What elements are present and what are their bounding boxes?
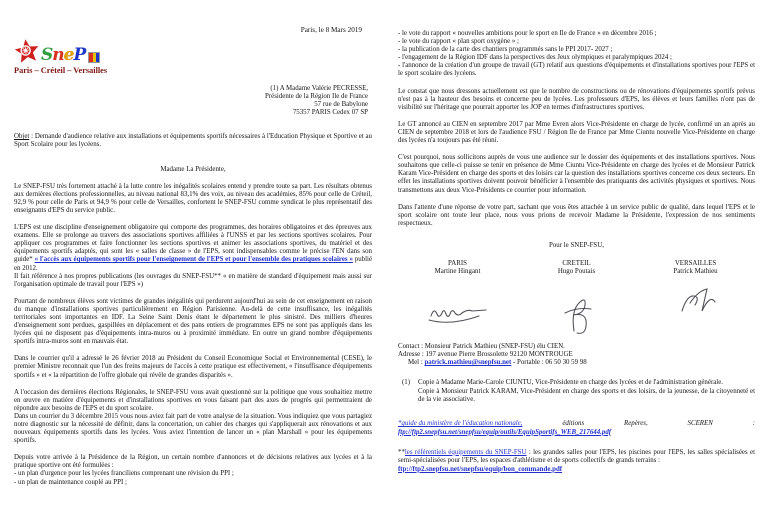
list-item: - la publication de la carte des chantiers programmés sans le PPI 2017- 2027 ; (398, 46, 613, 54)
paragraph: Pourtant de nombreux élèves sont victimes de grandes inégalités qui perdurent aujourd'hui au sein de cet enseignement en raison du manque d'installations sportives particulièrement en Région Parisienne. Au-delà de cette insuffisance, les inégalités territoriales sont importantes en IDF. La Seine Saint Denis étant le département le plus sinistré. Des milliers d'heures d'enseignement sont perdues, gaspillées en déplacement et des pans entiers de programmes EPS ne sont pas appliqués dans les lycées qui ne disposent pas d'équipements intra-muros ou à proximité immédiate. En outre un grand nombre d'équipements sportifs intra-muros sont en mauvais état. (14, 297, 372, 346)
copy-marker: (1) (402, 379, 411, 387)
footnote-guide (398, 420, 755, 437)
page-right (398, 0, 755, 515)
recipient-block (14, 85, 372, 117)
signatory-city: PARIS (448, 259, 467, 267)
subject-line (14, 133, 372, 149)
footnote-text: : (752, 420, 755, 428)
list-item: - un plan d'urgence pour les lycées franciliens comprenant une révision du PPI ; (14, 470, 234, 478)
paragraph: C'est pourquoi, nous sollicitons auprès de vous une audience sur le dossier des équipements et des installations sportives. Nous souhaitons que celle-ci puisse se tenir en présence de Mme Ciuntu Vice-Présidente en charge des lycées et de Monsieur Patrick Karam Vice-Président en charge des sports et des loisirs car la question des installations sportives concerne ces deux secteurs. En effet les installations sportives doivent pouvoir bénéficier à l'ensemble des pratiquants des activités physiques et sportives. Nous transmettons aux deux Vice-Présidents ce courrier pour information. (398, 154, 755, 194)
footnote-referentiels (398, 449, 755, 474)
subject-text: : Demande d'audience relative aux installations et équipements sportifs nécessaires à l'Education Physique et Sportive et au Sport Scolaire pour les lycéens. (14, 133, 372, 149)
footnote-text: éditions (562, 420, 585, 428)
guide-footnote-link[interactable]: *guide du ministère de l'éducation nationale, (398, 420, 523, 428)
fsu-logo-icon (88, 52, 100, 63)
guide-eps-link[interactable]: « l'accès aux équipements sportifs pour l'enseignement de l'EPS et pour l'ensemble des pratiques scolaires » (34, 256, 353, 264)
list-item: - le vote du rapport « nouvelles ambitions pour le sport en Ile de France » en décembre 2016 ; (398, 30, 657, 37)
contact-line: Contact : Monsieur Patrick Mathieu (SNEP-FSU) élu CIEN. (398, 342, 565, 350)
footnote-prefix: ** (398, 448, 405, 456)
signatory-creteil (517, 260, 636, 277)
page-left (14, 0, 372, 515)
footnote-text: : les grandes salles pour l'EPS, les piscines pour l'EPS, les salles spécialisées et semi-spécialisées pour l'EPS, les espaces d'athlétisme et de sports collectifs de grands terrains : (398, 448, 755, 465)
paragraph: Dans un courrier du 3 décembre 2015 vous nous aviez fait part de votre analyse de la situation. Vous indiquiez que vous partagiez notre diagnostic sur la nécessité de définir, dans la concertation, un cahier des charges qui s'appliquerait aux rénovations et aux nouveaux équipements sportifs dans les lycées. Vous aviez l'intention de lancer un « plan Marshall » pour les équipements sportifs. (14, 412, 372, 445)
list-item: - un plan de maintenance couplé au PPI ; (14, 478, 127, 486)
snep-wordmark (41, 46, 85, 64)
guide-pdf-url-link[interactable]: ftp://ftp2.snepfsu.net/snepfsu/equip/outils/EquipSportifs_WEB_217644.pdf (398, 428, 612, 436)
salutation: Madame La Présidente, (160, 165, 226, 173)
subject-label: Objet (14, 133, 30, 141)
paragraph-text: publié en 2012. (14, 256, 373, 272)
contact-line (398, 359, 755, 367)
closing-line: Pour le SNEP-FSU, (549, 241, 604, 249)
list-item: - le vote du rapport « plan sport oxygène » ; (398, 38, 519, 46)
signatory-paris (398, 260, 517, 277)
recipient-line: 57 rue de Babylone (314, 101, 368, 109)
recipient-line: (1) A Madame Valérie PECRESSE, (270, 85, 368, 92)
paragraph: Il fait référence à nos propres publications (les ouvrages du SNEP-FSU** « en matière de standard d'équipement mais aussi sur l'organisation optimale de travail pour l'EPS ») (14, 272, 372, 288)
phone-text: - Portable : 06 50 30 59 98 (511, 359, 587, 367)
snep-logo (14, 38, 144, 75)
paragraph: Le GT annoncé au CIEN en septembre 2017 par Mme Evren alors Vice-Présidente en charge de lycée, confirmé un an après au CIEN de septembre 2018 et lors de l'audience FSU / Région Ile de France par Mme Ciuntu nouvelle Vice-Présidente en charge des lycées n'a toujours pas été réuni. (398, 120, 755, 145)
signatory-versailles (636, 260, 755, 277)
logo-subtitle: Paris – Créteil – Versailles (14, 66, 108, 75)
email-label: Mel : (408, 359, 425, 367)
paragraph: Depuis votre arrivée à la Présidence de la Région, un certain nombre d'annonces et de décisions relatives aux lycées et à la pratique sportive ont été formulées : (14, 454, 372, 470)
paragraph-text: L'EPS est une discipline d'enseignement obligatoire qui comporte des programmes, des horaires obligatoires et des épreuves aux examens. Elle se prolonge au travers des associations sportives affiliées à l'UNSS et par les sections sportives scolaires. Pour appliquer ces programmes et faire fonctionner les sections sportives et animer les associations sportives, du matériel et des équipements sportifs adaptés, qui sont les « salles de classe » de l'EPS, sont indispensables comme le précise l'EN dans son guide* (14, 224, 372, 264)
list-item: - l'engagement de la Région IDF dans la perspectives des Jeux olympiques et paralympiques 2024 ; (398, 54, 672, 62)
logo-letter-p: P (73, 45, 86, 65)
signatory-columns (398, 260, 755, 277)
bon-commande-url-link[interactable]: ftp://ftp2.snepfsu.net/snepfsu/equip/bon_commande.pdf (398, 465, 563, 473)
date-line: Paris, le 8 Mars 2019 (300, 26, 362, 34)
footnote-text: SCEREN (687, 420, 713, 428)
signatory-name: Martine Hingant (434, 268, 481, 276)
signature-creteil-icon (557, 295, 597, 335)
copies-block (398, 379, 755, 404)
paragraph: Dans l'attente d'une réponse de votre part, sachant que vous êtes attachée à un service public de qualité, dans lequel l'EPS et le sport scolaire ont toute leur place, nous vous prions de recevoir Madame la Présidente, l'expression de nos sentiments respectueux. (398, 203, 755, 227)
snep-star-icon (12, 36, 41, 65)
signatory-name: Patrick Mathieu (673, 268, 718, 276)
signatory-name: Hugo Poutais (557, 268, 596, 276)
footnote-text: Repères, (624, 420, 648, 428)
paragraph: Le SNEP-FSU très fortement attaché à la lutte contre les inégalités scolaires entend y prendre toute sa part. Les résultats obtenus aux dernières élections professionnelles, au niveau national 83,1% des voix, au niveau des académies, 85% pour celle de Créteil, 92,9 % pour celle de Paris et 94,9 % pour celle de Versailles, confortent le SNEP-FSU comme syndicat le plus représentatif des enseignants d'EPS du service public. (14, 182, 372, 214)
logo-letter-n: n (52, 45, 64, 65)
signatures-row (398, 283, 755, 335)
paragraph-with-link (14, 224, 372, 273)
email-link[interactable]: patrick.mathieu@snepfsu.net (424, 359, 512, 367)
paragraph: Le constat que nous dressons actuellement est que le nombre de constructions ou de rénovations d'équipements sportifs prévus n'est pas à la hauteur des besoins et concerne peu de lycées. Les professeurs d'EPS, les élèves et leurs familles n'ont pas de visibilité sur l'héritage que pourrait apporter les JOP en termes d'infrastructures sportives. (398, 87, 755, 111)
recipient-line: Présidente de la Région Ile de France (265, 93, 368, 101)
paragraph: Dans le courrier qu'il a adressé le 26 février 2018 au Président du Conseil Economique Social et Environnemental (CESE), le premier Ministre reconnait que l'un des freins majeurs de l'accès à cette pratique est effectivement, « l'insuffisance d'équipements sportifs » et « la répartition de l'offre globale qui révèle de grandes disparités ». (14, 355, 372, 379)
signature-paris-icon (425, 299, 491, 329)
logo-letter-s: S (41, 45, 53, 65)
signature-versailles-icon (674, 285, 718, 319)
list-item: - l'annonce de la création d'un groupe de travail (GT) relatif aux questions d'équipements et d'installations sportives pour l'EPS et le sport scolaire des lycéens. (398, 62, 755, 78)
paragraph: A l'occasion des dernières élections Régionales, le SNEP-FSU vous avait questionné sur la politique que vous souhaitiez mettre en œuvre en matière d'équipements et d'installations sportives en vous faisant part des axes de progrès qui permettraient de répondre aux besoins de l'EPS et du sport scolaire. (14, 388, 372, 412)
referentiels-link[interactable]: les référentiels équipements du SNEP-FSU (404, 448, 527, 456)
signatory-city: CRETEIL (562, 259, 591, 267)
contact-block (398, 343, 755, 368)
copy-line: Copie à Madame Marie-Carole CIUNTU, Vice-Présidente en charge des lycées et de l'administration générale. (418, 379, 723, 387)
contact-line: Adresse : 197 avenue Pierre Brossolette 92120 MONTROUGE (398, 350, 573, 358)
copy-line: Copie à Monsieur Patrick KARAM, Vice-Président en charge des sports et des loisirs, de la jeunesse, de la citoyenneté et de la vie associative. (418, 387, 755, 404)
logo-letter-e: e (63, 45, 74, 65)
recipient-line: 75357 PARIS Cedex 07 SP (292, 109, 368, 117)
signatory-city: VERSAILLES (674, 259, 717, 267)
